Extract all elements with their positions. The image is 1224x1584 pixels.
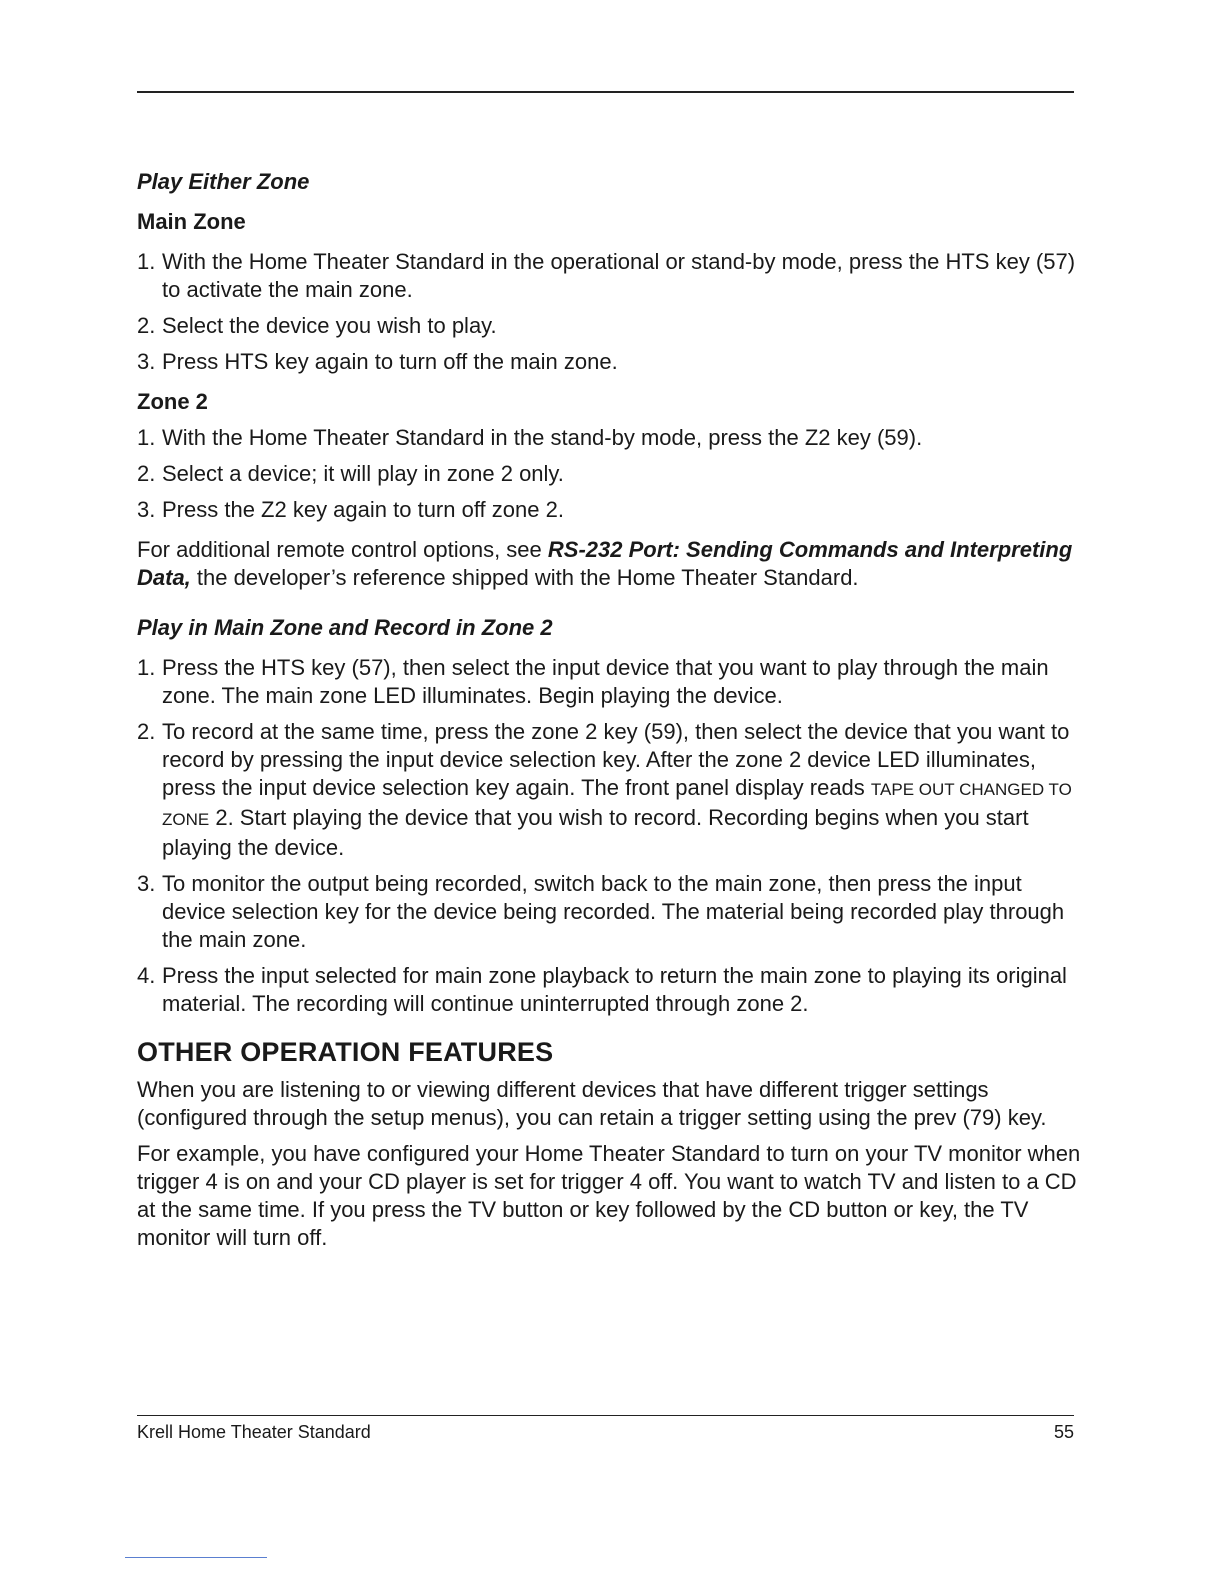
list-text: Select the device you wish to play. — [162, 313, 497, 338]
list-text — [162, 719, 1072, 860]
list-item — [137, 870, 1082, 954]
list-number: 4. — [137, 963, 156, 988]
footer-rule — [137, 1415, 1074, 1416]
list-text: Press HTS key again to turn off the main zone. — [162, 349, 618, 374]
header-rule — [137, 91, 1074, 93]
list-number: 1. — [137, 249, 156, 274]
zone-2-steps — [137, 424, 1082, 524]
other-features-paragraph-2: For example, you have configured your Home Theater Standard to turn on your TV monitor when trigger 4 is on and your CD player is set for trigger 4 off. You want to watch TV and listen to a CD at the same time. If you press the TV button or key followed by the CD button or key, the TV monitor will turn off. — [137, 1141, 1081, 1250]
list-text-part: 2. Start playing the device that you wish to record. Recording begins when you start playing the device. — [162, 805, 1029, 860]
list-text: Press the Z2 key again to turn off zone 2. — [162, 497, 564, 522]
list-number: 2. — [137, 313, 156, 338]
play-record-steps — [137, 654, 1082, 1018]
scan-mark-line — [125, 1557, 267, 1558]
list-number: 1. — [137, 655, 156, 680]
heading-play-record: Play in Main Zone and Record in Zone 2 — [137, 615, 553, 640]
list-item — [137, 424, 1082, 452]
list-text: To monitor the output being recorded, switch back to the main zone, then press the input device selection key for the device being recorded. The material being recorded play through the main zone. — [162, 871, 1065, 952]
list-number: 2. — [137, 719, 156, 744]
display-readout-text: TAPE OUT CHANGED TO ZONE — [162, 780, 1072, 829]
other-features-paragraph-1: When you are listening to or viewing different devices that have different trigger settings (configured through the setup menus), you can retain a trigger setting using the prev (79) key. — [137, 1077, 1047, 1130]
list-number: 3. — [137, 871, 156, 896]
list-text: Press the HTS key (57), then select the input device that you want to play through the main zone. The main zone LED illuminates. Begin playing the device. — [162, 655, 1049, 708]
list-text: Press the input selected for main zone playback to return the main zone to playing its original material. The recording will continue uninterrupted through zone 2. — [162, 963, 1067, 1016]
additional-options-paragraph — [137, 536, 1082, 592]
heading-main-zone: Main Zone — [137, 209, 246, 234]
page-number: 55 — [1053, 1422, 1074, 1442]
additional-suffix: the developer’s reference shipped with the Home Theater Standard. — [190, 565, 859, 590]
heading-zone-2: Zone 2 — [137, 389, 208, 414]
reference-title: RS-232 Port: Sending Commands and Interpreting Data, — [137, 537, 1073, 590]
list-item — [137, 312, 1082, 340]
footer-title: Krell Home Theater Standard — [137, 1422, 371, 1442]
main-zone-steps — [137, 248, 1082, 376]
list-number: 2. — [137, 461, 156, 486]
heading-play-either-zone: Play Either Zone — [137, 169, 310, 194]
list-item — [137, 496, 1082, 524]
list-item — [137, 962, 1082, 1018]
heading-other-operation-features: OTHER OPERATION FEATURES — [137, 1037, 554, 1067]
list-item — [137, 460, 1082, 488]
list-text-part: To record at the same time, press the zone 2 key (59), then select the device that you want to record by pressing the input device selection key. After the zone 2 device LED illuminates, press the input device selection key again. The front panel display reads — [162, 719, 1070, 800]
list-text: With the Home Theater Standard in the stand-by mode, press the Z2 key (59). — [162, 425, 923, 450]
list-number: 1. — [137, 425, 156, 450]
list-text: With the Home Theater Standard in the operational or stand-by mode, press the HTS key (57) to activate the main zone. — [162, 249, 1076, 302]
list-item — [137, 348, 1082, 376]
list-item — [137, 718, 1082, 862]
page-body — [137, 168, 1082, 1252]
list-item — [137, 248, 1082, 304]
list-item — [137, 654, 1082, 710]
list-number: 3. — [137, 349, 156, 374]
additional-prefix: For additional remote control options, see — [137, 537, 548, 562]
list-number: 3. — [137, 497, 156, 522]
list-text: Select a device; it will play in zone 2 only. — [162, 461, 564, 486]
